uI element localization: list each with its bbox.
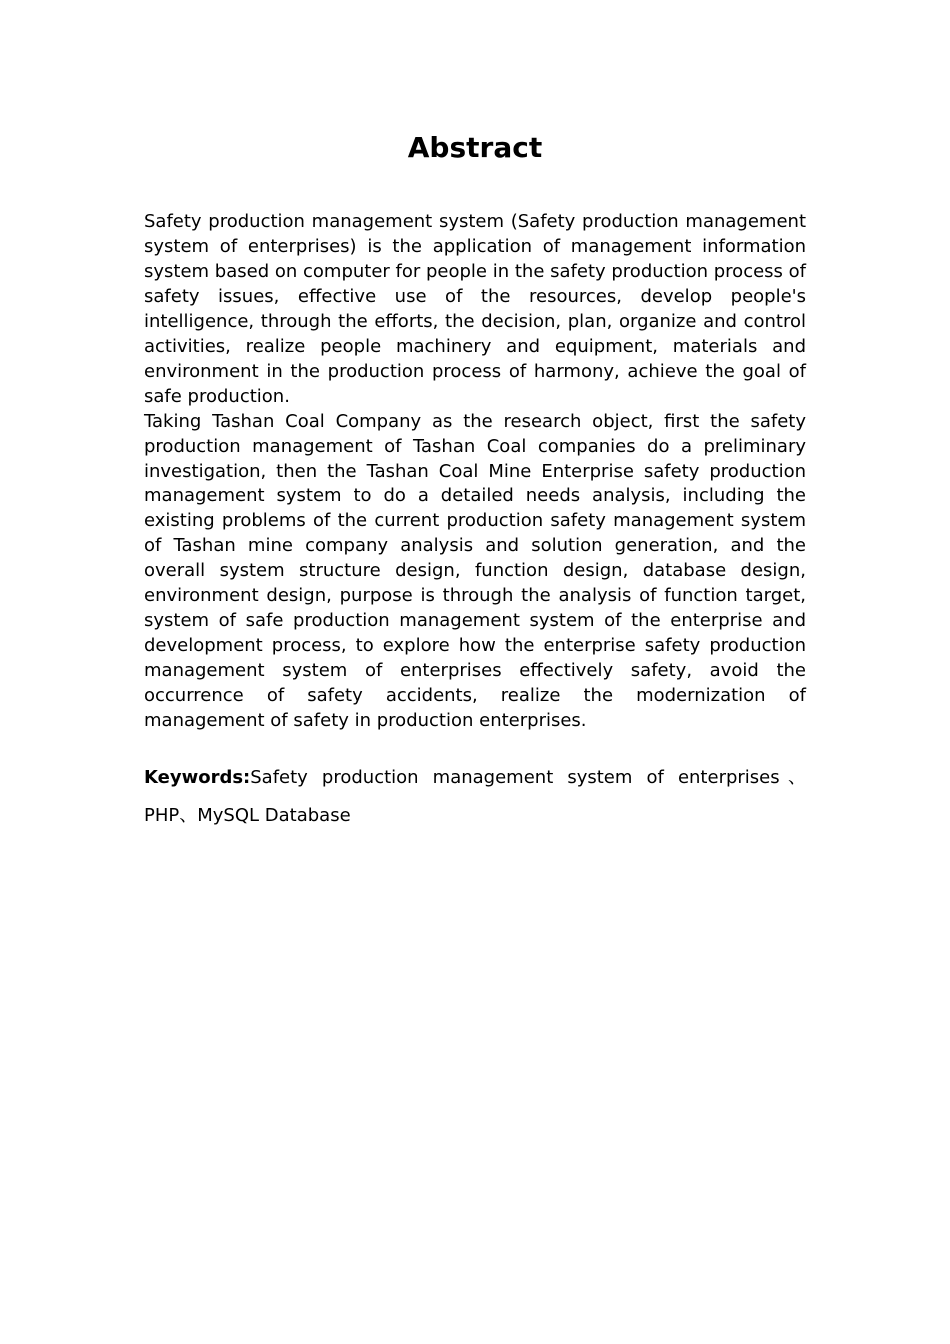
- abstract-body: [144, 210, 806, 734]
- abstract-paragraph-1: Safety production management system (Safety production management system of enterprises) is the application of management information system based on computer for people in the safety production process of safety issues, effective use of the resources, develop people's intelligence, through the efforts, the decision, plan, organize and control activities, realize people machinery and equipment, materials and environment in the production process of harmony, achieve the goal of safe production.: [144, 211, 806, 407]
- keywords-label: Keywords:: [144, 767, 251, 789]
- document-page: [144, 128, 806, 835]
- page-title: Abstract: [407, 131, 543, 164]
- abstract-paragraph-2: Taking Tashan Coal Company as the research object, first the safety production management of Tashan Coal companies do a preliminary investigation, then the Tashan Coal Mine Enterprise safety production management system to do a detailed needs analysis, including the existing problems of the current production safety management system of Tashan mine company analysis and solution generation, and the overall system structure design, function design, database design, environment design, purpose is through the analysis of function target, system of safe production management system of the enterprise and development process, to explore how the enterprise safety production management system of enterprises effectively safety, avoid the occurrence of safety accidents, realize the modernization of management of safety in production enterprises.: [144, 410, 806, 732]
- keywords-line: [144, 759, 806, 835]
- keywords-text: Safety production management system of enterprises、PHP、MySQL Database: [144, 767, 806, 827]
